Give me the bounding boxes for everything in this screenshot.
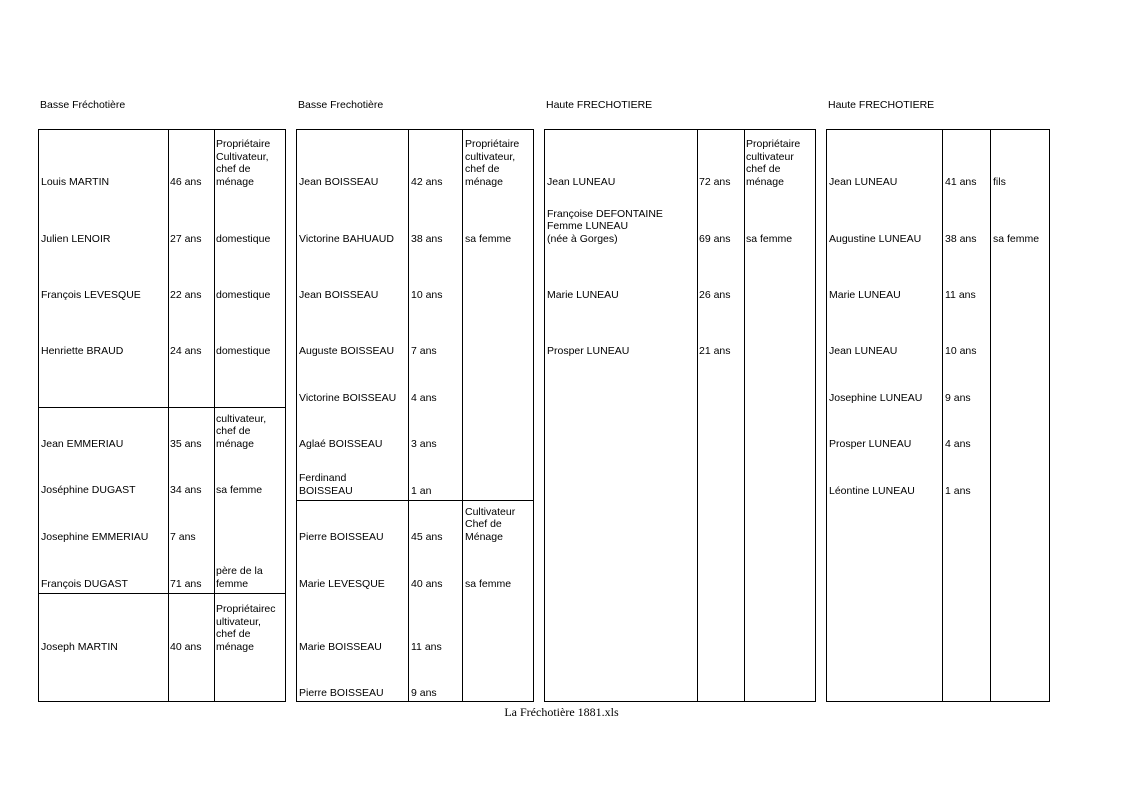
- column-divider: [744, 130, 745, 701]
- cell-age: 35 ans: [170, 437, 202, 450]
- cell-name: Victorine BAHUAUD: [299, 232, 394, 245]
- cell-name: Julien LENOIR: [41, 232, 111, 245]
- cell-role: sa femme: [216, 483, 263, 496]
- cell-role: domestique: [216, 344, 271, 357]
- cell-name: Jean LUNEAU: [829, 175, 898, 188]
- cell-name: François DUGAST: [41, 577, 128, 590]
- cell-role: [746, 241, 816, 301]
- cell-name: François LEVESQUE: [41, 288, 141, 301]
- cell-name: Henriette BRAUD: [41, 344, 124, 357]
- cell-name: Auguste BOISSEAU: [299, 344, 395, 357]
- cell-name: Joséphine DUGAST: [41, 483, 136, 496]
- cell-role: sa femme: [465, 577, 512, 590]
- cell-age: 9 ans: [411, 686, 437, 699]
- cell-role: fils: [993, 175, 1006, 188]
- cell-age: 1 an: [411, 484, 432, 497]
- cell-age: 22 ans: [170, 288, 202, 301]
- column-divider: [214, 130, 215, 701]
- cell-age: 1 ans: [945, 484, 971, 497]
- cell-age: 40 ans: [411, 577, 443, 590]
- cell-age: 3 ans: [411, 437, 437, 450]
- cell-role: sa femme: [746, 232, 793, 245]
- cell-name: Pierre BOISSEAU: [299, 530, 384, 543]
- cell-role: domestique: [216, 232, 271, 245]
- cell-name: Josephine LUNEAU: [829, 391, 923, 404]
- cell-age: 69 ans: [699, 232, 731, 245]
- cell-age: 11 ans: [411, 640, 442, 653]
- column-divider: [697, 130, 698, 701]
- cell-name: Aglaé BOISSEAU: [299, 437, 383, 450]
- census-table-4: [826, 129, 1050, 702]
- cell-age: 27 ans: [170, 232, 202, 245]
- cell-role: [993, 241, 1049, 301]
- cell-age: 24 ans: [170, 344, 202, 357]
- cell-role: Propriétaire cultivateur chef de ménage: [746, 138, 801, 188]
- cell-name: Victorine BOISSEAU: [299, 391, 397, 404]
- cell-role: père de la femme: [216, 565, 263, 590]
- cell-name: Jean BOISSEAU: [299, 288, 379, 301]
- cell-name: Jean LUNEAU: [829, 344, 898, 357]
- cell-age: 4 ans: [411, 391, 437, 404]
- cell-role: Propriétaire Cultivateur, chef de ménage: [216, 138, 271, 188]
- cell-age: 34 ans: [170, 483, 202, 496]
- cell-age: 38 ans: [945, 232, 977, 245]
- cell-age: 41 ans: [945, 175, 977, 188]
- cell-role: sa femme: [993, 232, 1040, 245]
- cell-age: 11 ans: [945, 288, 976, 301]
- cell-age: 45 ans: [411, 530, 443, 543]
- cell-role: [993, 437, 1049, 497]
- cell-age: 26 ans: [699, 288, 731, 301]
- cell-age: 38 ans: [411, 232, 443, 245]
- cell-age: 71 ans: [170, 577, 202, 590]
- cell-name: Prosper LUNEAU: [829, 437, 912, 450]
- cell-role: sa femme: [465, 232, 512, 245]
- census-table-3: [544, 129, 816, 702]
- cell-age: 10 ans: [945, 344, 977, 357]
- cell-role: [465, 639, 533, 699]
- cell-name: Marie LUNEAU: [829, 288, 901, 301]
- cell-age: 7 ans: [170, 530, 196, 543]
- cell-age: 10 ans: [411, 288, 443, 301]
- document-footer: La Fréchotière 1881.xls: [504, 705, 619, 719]
- cell-role: domestique: [216, 288, 271, 301]
- cell-name: Joseph MARTIN: [41, 640, 118, 653]
- heading-haute-frechotiere-1: Haute FRECHOTIERE: [546, 99, 653, 111]
- census-table-1: [38, 129, 286, 702]
- cell-age: 46 ans: [170, 175, 202, 188]
- cell-name: Jean BOISSEAU: [299, 175, 379, 188]
- cell-age: 4 ans: [945, 437, 971, 450]
- heading-basse-frechotiere-1: Basse Fréchotière: [40, 99, 126, 111]
- cell-name: Augustine LUNEAU: [829, 232, 922, 245]
- cell-age: 7 ans: [411, 344, 437, 357]
- cell-name: Marie LUNEAU: [547, 288, 619, 301]
- cell-role: [746, 297, 816, 357]
- column-divider: [168, 130, 169, 701]
- heading-haute-frechotiere-2: Haute FRECHOTIERE: [828, 99, 935, 111]
- heading-basse-frechotiere-2: Basse Frechotière: [298, 99, 384, 111]
- cell-name: Ferdinand BOISSEAU: [299, 472, 353, 497]
- cell-role: cultivateur, chef de ménage: [216, 412, 267, 450]
- cell-age: 21 ans: [699, 344, 731, 357]
- cell-name: Prosper LUNEAU: [547, 344, 630, 357]
- cell-name: Josephine EMMERIAU: [41, 530, 149, 543]
- cell-name: Jean LUNEAU: [547, 175, 616, 188]
- cell-role: Cultivateur Chef de Ménage: [465, 505, 516, 543]
- cell-name: Louis MARTIN: [41, 175, 110, 188]
- cell-name: Pierre BOISSEAU: [299, 686, 384, 699]
- cell-role: [465, 241, 533, 301]
- cell-age: 42 ans: [411, 175, 443, 188]
- cell-name: Léontine LUNEAU: [829, 484, 915, 497]
- census-table-2: [296, 129, 534, 702]
- cell-age: 9 ans: [945, 391, 971, 404]
- cell-name: Marie LEVESQUE: [299, 577, 385, 590]
- cell-name: Françoise DEFONTAINE Femme LUNEAU (née à Gorges): [547, 207, 663, 245]
- cell-age: 40 ans: [170, 640, 202, 653]
- cell-name: Marie BOISSEAU: [299, 640, 382, 653]
- cell-name: Jean EMMERIAU: [41, 437, 124, 450]
- cell-role: Propriétaire cultivateur, chef de ménage: [465, 138, 520, 188]
- cell-age: 72 ans: [699, 175, 731, 188]
- cell-role: Propriétairec ultivateur, chef de ménage: [216, 603, 276, 653]
